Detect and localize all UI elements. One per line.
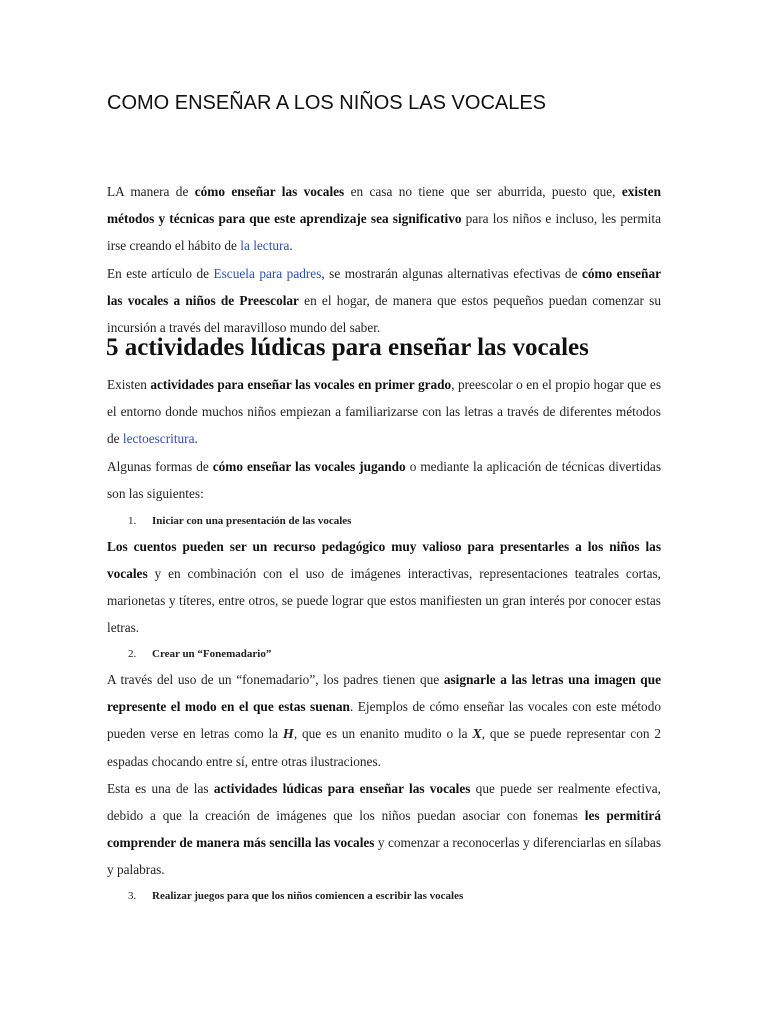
stories-paragraph — [107, 533, 661, 641]
effective-paragraph — [107, 775, 661, 883]
page-title: COMO ENSEÑAR A LOS NIÑOS LAS VOCALES — [107, 92, 547, 114]
list-item — [128, 889, 463, 903]
list-item-label: Crear un “Fonemadario” — [152, 648, 272, 660]
fonemadario-paragraph — [107, 666, 661, 775]
list-item-label: Realizar juegos para que los niños comiencen a escribir las vocales — [152, 890, 464, 902]
bold-text: Los cuentos pueden ser un recurso pedagógico muy valioso para presentarles a los niños las vocales — [107, 539, 661, 581]
section-heading: 5 actividades lúdicas para enseñar las vocales — [106, 334, 589, 361]
bold-text: les permitirá comprender de manera más sencilla las vocales — [107, 808, 661, 850]
bold-text: actividades lúdicas para enseñar las vocales — [213, 781, 471, 796]
list-item-label: Iniciar con una presentación de las vocales — [152, 515, 352, 527]
list-item — [128, 514, 351, 528]
link-escuela-para-padres[interactable]: Escuela para padres — [213, 266, 322, 281]
list-number: 2. — [128, 648, 137, 660]
forms-paragraph — [107, 453, 661, 507]
text-run: y en combinación con el uso de imágenes interactivas, representaciones teatrales cortas, marionetas y títeres, entre otros, se puede lograr que estos manifiesten un gran interés por conocer estas letras. — [107, 566, 661, 635]
text-run: . Ejemplos de cómo enseñar las vocales con este método pueden verse en letras como la — [107, 699, 661, 741]
text-run: , se mostrarán algunas alternativas efectivas de — [321, 266, 582, 281]
link-la-lectura[interactable]: la lectura — [240, 238, 290, 253]
bold-text: existen métodos y técnicas para que este aprendizaje sea significativo — [107, 184, 661, 226]
text-run: Algunas formas de — [107, 459, 213, 474]
bold-text: actividades para enseñar las vocales en primer grado — [150, 377, 452, 392]
text-run: . — [289, 238, 293, 253]
text-run: o mediante la aplicación de técnicas divertidas son las siguientes: — [107, 459, 661, 501]
list-number: 1. — [128, 515, 137, 527]
article-paragraph — [107, 260, 661, 341]
text-run: y comenzar a reconocerlas y diferenciarlas en sílabas y palabras. — [107, 835, 661, 877]
text-run: A través del uso de un “fonemadario”, los padres tienen que — [107, 672, 444, 687]
italic-letter: X — [472, 727, 482, 742]
text-run: En este artículo de — [107, 266, 214, 281]
text-run: , preescolar o en el propio hogar que es el entorno donde muchos niños empiezan a familiarizarse con las letras a través de diferentes métodos de — [107, 377, 661, 446]
activities-paragraph — [107, 371, 661, 452]
bold-text: cómo enseñar las vocales jugando — [212, 459, 406, 474]
italic-letter: H — [282, 727, 294, 742]
text-run: para los niños e incluso, les permita irse creando el hábito de — [107, 211, 661, 253]
text-run: . — [194, 431, 198, 446]
text-run: , que es un enanito mudito o la — [293, 726, 473, 741]
list-item — [128, 647, 271, 661]
link-lectoescritura[interactable]: lectoescritura — [122, 431, 195, 446]
text-run: en el hogar, de manera que estos pequeños puedan comenzar su incursión a través del maravilloso mundo del saber. — [107, 293, 661, 335]
bold-text: cómo enseñar las vocales — [194, 184, 345, 199]
bold-text: cómo enseñar las vocales a niños de Preescolar — [107, 266, 662, 308]
intro-paragraph — [107, 178, 661, 259]
text-run: , que se puede representar con 2 espadas chocando entre sí, entre otras ilustraciones. — [107, 726, 661, 769]
text-run: que puede ser realmente efectiva, debido a que la creación de imágenes que los niños puedan asociar con fonemas — [107, 781, 661, 823]
text-run: Existen — [107, 377, 151, 392]
text-run: LA manera de — [107, 184, 195, 199]
text-run: Esta es una de las — [107, 781, 214, 796]
bold-text: asignarle a las letras una imagen que represente el modo en el que estas suenan — [107, 672, 661, 714]
list-number: 3. — [128, 890, 137, 902]
text-run: en casa no tiene que ser aburrida, puesto que, — [344, 184, 622, 199]
